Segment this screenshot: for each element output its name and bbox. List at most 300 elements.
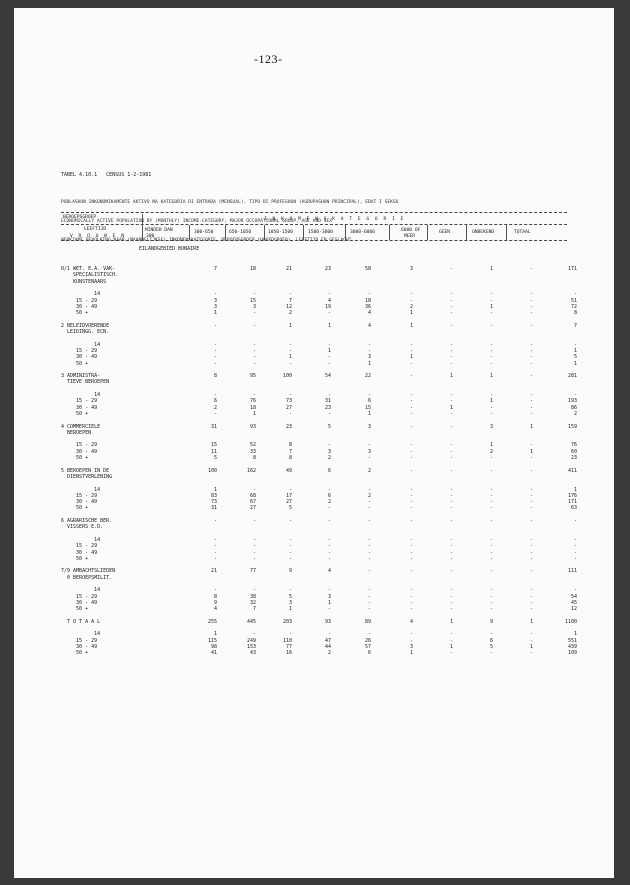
table-cell: - <box>529 442 533 449</box>
row-label: KUNSTENAARS <box>61 278 107 285</box>
table-cell: 2 <box>213 404 217 411</box>
table-cell: 162 <box>246 467 256 474</box>
column-separator <box>466 225 467 240</box>
table-cell: 31 <box>210 423 217 430</box>
table-cell: 1 <box>489 303 493 310</box>
table-cell: 111 <box>567 568 577 575</box>
column-separator <box>189 225 190 240</box>
table-cell: - <box>529 410 533 417</box>
col-header: ONBEKEND <box>472 230 495 235</box>
table-cell: - <box>449 549 453 556</box>
table-cell: 1 <box>409 322 413 329</box>
table-title: TABEL 4.10.1 CENSUS 1-2-1981 <box>61 172 152 178</box>
table-cell: - <box>529 310 533 317</box>
table-cell: - <box>449 599 453 606</box>
table-cell: - <box>367 555 371 562</box>
table-cell: 8 <box>573 310 577 317</box>
table-cell: - <box>489 392 493 398</box>
table-cell: - <box>288 486 292 493</box>
col-header: GEEN <box>439 230 451 235</box>
row-label: 30 - 49 <box>61 549 98 556</box>
table-cell: 1 <box>573 486 577 493</box>
table-cell: - <box>529 492 533 499</box>
row-label: 15 - 29 <box>61 398 98 405</box>
table-cell: - <box>409 606 413 613</box>
table-cell: - <box>449 341 453 348</box>
table-cell: 5 <box>327 423 331 430</box>
table-cell: - <box>529 549 533 556</box>
table-cell: - <box>489 587 493 594</box>
table-cell: 12 <box>285 303 292 310</box>
header-inkomenskategorie: I N K O M E N S K A T E G O R I E <box>264 217 405 222</box>
table-cell: 52 <box>249 442 256 449</box>
table-cell: 3 <box>213 303 217 310</box>
col-header: 6000 OF <box>401 228 421 233</box>
table-cell: 18 <box>249 266 256 272</box>
row-label: TIEVE BEROEPEN <box>61 379 110 386</box>
table-cell: - <box>573 392 577 398</box>
table-cell: 31 <box>210 505 217 512</box>
table-cell: - <box>449 536 453 543</box>
table-cell: - <box>213 347 217 354</box>
table-cell: 21 <box>285 266 292 272</box>
table-cell: 153 <box>246 644 256 650</box>
table-cell: - <box>449 291 453 298</box>
table-cell: - <box>252 549 256 556</box>
table-cell: - <box>327 587 331 594</box>
table-cell: - <box>367 568 371 575</box>
table-cell: 9 <box>489 618 493 625</box>
table-cell: - <box>252 536 256 543</box>
row-label: 50 + <box>61 606 89 613</box>
table-cell: - <box>367 442 371 449</box>
table-cell: - <box>409 593 413 600</box>
table-cell: - <box>449 650 453 657</box>
table-cell: 115 <box>207 637 217 644</box>
table-cell: 95 <box>249 373 256 380</box>
table-cell: 1 <box>449 373 453 380</box>
table-cell: - <box>288 549 292 556</box>
table-cell: - <box>449 442 453 449</box>
table-cell: 109 <box>567 650 577 657</box>
table-cell: - <box>529 555 533 562</box>
table-cell: 1 <box>573 360 577 367</box>
table-cell: - <box>367 549 371 556</box>
table-cell: - <box>327 549 331 556</box>
table-cell: 7 <box>573 322 577 329</box>
caption-line: ECONOMICALLY ACTIVE POPULATION BY (MONTHLY) INCOME-CATEGORY, MAJOR OCCUPATIONAL GROUP, AGE AND SEX <box>61 219 333 225</box>
table-cell: - <box>489 360 493 367</box>
table-cell: 8 <box>288 455 292 461</box>
table-cell: 6 <box>327 467 331 474</box>
table-cell: - <box>449 347 453 354</box>
row-label: 4 COMMERCIELE <box>61 423 101 430</box>
table-cell: 1 <box>489 373 493 380</box>
table-cell: - <box>489 341 493 348</box>
table-cell: 1100 <box>564 618 577 625</box>
table-cell: - <box>288 360 292 367</box>
table-cell: - <box>529 291 533 298</box>
table-cell: - <box>367 486 371 493</box>
table-cell: - <box>213 392 217 398</box>
table-cell: 1 <box>367 410 371 417</box>
row-label: 14 <box>61 341 101 348</box>
table-cell: 5 <box>489 644 493 650</box>
table-cell: - <box>252 310 256 317</box>
table-cell: 411 <box>567 467 577 474</box>
table-cell: - <box>529 650 533 657</box>
table-cell: 9 <box>288 568 292 575</box>
section-heading: EILANDGEBIED BONAIRE <box>139 246 200 252</box>
table-cell: 3 <box>367 423 371 430</box>
table-cell: - <box>573 587 577 594</box>
row-label: 15 - 29 <box>61 637 98 644</box>
table-cell: - <box>367 518 371 524</box>
table-cell: - <box>573 555 577 562</box>
table-cell: 2 <box>367 492 371 499</box>
table-cell: 73 <box>210 499 217 506</box>
table-cell: 1 <box>288 606 292 613</box>
table-cell: 15 <box>364 404 371 411</box>
table-cell: 1 <box>529 448 533 455</box>
table-cell: - <box>327 291 331 298</box>
table-cell: - <box>409 297 413 304</box>
table-cell: - <box>213 410 217 417</box>
col-header: 300-650 <box>194 230 214 235</box>
table-cell: - <box>252 555 256 562</box>
column-separator <box>389 225 390 240</box>
table-cell: - <box>449 631 453 638</box>
table-cell: 2 <box>327 455 331 461</box>
table-cell: - <box>449 360 453 367</box>
table-cell: 100 <box>282 373 292 380</box>
table-cell: - <box>367 593 371 600</box>
table-cell: - <box>327 442 331 449</box>
table-cell: - <box>327 505 331 512</box>
table-cell: - <box>367 392 371 398</box>
header-beroepsgroep: BEROEPSGROEP <box>63 215 97 220</box>
row-label: 3 ADMINISTRA- <box>61 373 101 380</box>
caption-line: POBLASHON INKONOMIKAMENTE AKTIVO NA KATEGORIA DI ENTRADA (MENSUAL), TIPO DI PROFESHON (AGRUPASHON PRINCIPAL), EDAT I SEKSO <box>61 200 399 206</box>
table-cell: - <box>529 568 533 575</box>
table-cell: 110 <box>282 637 292 644</box>
table-cell: - <box>252 347 256 354</box>
table-cell: 23 <box>285 423 292 430</box>
row-label: 30 - 49 <box>61 354 98 361</box>
table-cell: 23 <box>324 266 331 272</box>
table-cell: 6 <box>327 492 331 499</box>
table-cell: - <box>252 631 256 638</box>
table-cell: - <box>489 631 493 638</box>
col-header: 3000-6000 <box>350 230 375 235</box>
rule <box>61 240 567 241</box>
table-cell: - <box>409 549 413 556</box>
table-cell: - <box>409 543 413 550</box>
table-cell: 1 <box>409 354 413 361</box>
row-label: 7/9 AMBACHTSLIEDEN <box>61 568 116 575</box>
table-cell: - <box>529 373 533 380</box>
table-cell: - <box>409 467 413 474</box>
row-label: BEROEPEN <box>61 429 92 436</box>
table-cell: - <box>409 291 413 298</box>
row-label: 5 BEROEPEN IN DE <box>61 467 110 474</box>
col-header: 300 <box>146 234 155 239</box>
table-cell: - <box>529 347 533 354</box>
row-label: LEIDINGG. ECN. <box>61 329 110 335</box>
column-separator <box>506 225 507 240</box>
table-cell: 89 <box>364 618 371 625</box>
table-cell: 2 <box>327 499 331 506</box>
table-cell: - <box>489 593 493 600</box>
table-cell: - <box>529 392 533 398</box>
table-cell: 15 <box>210 442 217 449</box>
table-cell: 9 <box>213 599 217 606</box>
row-label: 30 - 49 <box>61 448 98 455</box>
column-separator <box>142 214 143 240</box>
table-cell: 86 <box>570 404 577 411</box>
table-cell: - <box>529 518 533 524</box>
table-cell: - <box>529 404 533 411</box>
table-cell: 45 <box>570 599 577 606</box>
table-cell: - <box>409 536 413 543</box>
table-cell: - <box>489 467 493 474</box>
table-cell: - <box>449 266 453 272</box>
table-cell: - <box>573 341 577 348</box>
col-header: MEER <box>404 234 416 239</box>
table-cell: - <box>529 599 533 606</box>
table-cell: 159 <box>567 423 577 430</box>
table-cell: 27 <box>249 505 256 512</box>
table-cell: 4 <box>409 618 413 625</box>
table-cell: - <box>327 341 331 348</box>
table-cell: - <box>449 486 453 493</box>
table-cell: - <box>489 354 493 361</box>
table-cell: 255 <box>207 618 217 625</box>
table-cell: - <box>288 347 292 354</box>
table-cell: - <box>252 543 256 550</box>
table-cell: - <box>529 536 533 543</box>
table-cell: - <box>449 448 453 455</box>
table-cell: - <box>489 606 493 613</box>
row-label: 14 <box>61 392 101 398</box>
table-cell: - <box>367 606 371 613</box>
table-cell: - <box>409 392 413 398</box>
table-cell: - <box>367 543 371 550</box>
table-cell: 1 <box>529 423 533 430</box>
table-cell: - <box>449 492 453 499</box>
table-cell: - <box>489 650 493 657</box>
table-cell: 1 <box>449 404 453 411</box>
row-label: 0/1 WET. E.A. VAK- <box>61 266 116 272</box>
table-cell: 93 <box>324 618 331 625</box>
table-cell: - <box>489 549 493 556</box>
table-cell: 3 <box>367 354 371 361</box>
column-separator <box>225 225 226 240</box>
table-cell: 1 <box>529 618 533 625</box>
table-cell: 21 <box>210 568 217 575</box>
table-cell: 3 <box>409 266 413 272</box>
table-cell: - <box>409 360 413 367</box>
table-cell: 3 <box>409 644 413 650</box>
header-leeftijd: LEEFTIJD <box>84 227 107 232</box>
table-cell: - <box>213 360 217 367</box>
table-cell: 6 <box>489 637 493 644</box>
table-cell: 3 <box>327 593 331 600</box>
row-label: 30 - 49 <box>61 644 98 650</box>
table-cell: 171 <box>567 499 577 506</box>
table-cell: - <box>489 518 493 524</box>
table-cell: 47 <box>324 637 331 644</box>
table-cell: 49 <box>285 467 292 474</box>
table-cell: 58 <box>364 266 371 272</box>
table-cell: - <box>529 606 533 613</box>
table-row <box>61 650 581 657</box>
table-cell: 8 <box>288 442 292 449</box>
table-cell: - <box>449 303 453 310</box>
table-cell: 12 <box>570 606 577 613</box>
row-label: 50 + <box>61 455 89 461</box>
table-cell: 3 <box>367 448 371 455</box>
header-vrouwen: V R O U W E N <box>70 234 126 239</box>
table-cell: - <box>449 322 453 329</box>
table-cell: - <box>529 505 533 512</box>
table-cell: 36 <box>364 303 371 310</box>
table-cell: 26 <box>364 637 371 644</box>
table-cell: - <box>367 291 371 298</box>
column-separator <box>427 225 428 240</box>
row-label: 0 BEROEPSMILIT. <box>61 574 113 581</box>
table-cell: 44 <box>324 644 331 650</box>
scanned-page <box>14 8 614 878</box>
table-cell: 281 <box>567 373 577 380</box>
table-cell: - <box>449 354 453 361</box>
table-cell: - <box>252 354 256 361</box>
column-separator <box>264 225 265 240</box>
table-cell: - <box>449 543 453 550</box>
table-cell: - <box>409 631 413 638</box>
table-cell: 38 <box>249 593 256 600</box>
table-cell: 54 <box>324 373 331 380</box>
table-cell: - <box>409 442 413 449</box>
row-label: 2 BELEIDVOERENDE <box>61 322 110 329</box>
table-cell: 6 <box>367 650 371 657</box>
table-cell: - <box>489 555 493 562</box>
table-cell: 5 <box>288 505 292 512</box>
table-cell: 1 <box>409 310 413 317</box>
table-cell: - <box>213 536 217 543</box>
table-cell: - <box>327 360 331 367</box>
table-cell: - <box>409 505 413 512</box>
table-cell: - <box>327 631 331 638</box>
col-header: 1500-3000 <box>308 230 333 235</box>
column-separator <box>345 225 346 240</box>
table-cell: 4 <box>213 606 217 613</box>
table-cell: - <box>367 536 371 543</box>
table-cell: 551 <box>567 637 577 644</box>
table-cell: 1 <box>252 410 256 417</box>
table-cell: - <box>449 568 453 575</box>
table-cell: - <box>409 347 413 354</box>
table-cell: - <box>489 310 493 317</box>
table-cell: 1 <box>489 398 493 405</box>
table-cell: - <box>529 587 533 594</box>
table-cell: - <box>213 322 217 329</box>
page-number: -123- <box>254 52 283 66</box>
table-cell: 1 <box>489 266 493 272</box>
table-cell: 100 <box>207 467 217 474</box>
table-cell: 171 <box>567 266 577 272</box>
table-cell: 4 <box>327 297 331 304</box>
row-label: 50 + <box>61 505 89 512</box>
table-cell: 1 <box>288 322 292 329</box>
table-cell: - <box>573 518 577 524</box>
row-label: 50 + <box>61 310 89 317</box>
table-cell: 4 <box>327 568 331 575</box>
rule <box>61 224 567 225</box>
row-label: 14 <box>61 536 101 543</box>
table-cell: - <box>327 486 331 493</box>
table-cell: 8 <box>213 593 217 600</box>
table-cell: - <box>529 631 533 638</box>
table-cell: 1 <box>367 360 371 367</box>
table-cell: 23 <box>324 404 331 411</box>
row-label: 15 - 29 <box>61 492 98 499</box>
table-cell: - <box>529 297 533 304</box>
table-cell: - <box>213 518 217 524</box>
table-cell: - <box>529 322 533 329</box>
table-cell: 2 <box>288 310 292 317</box>
table-cell: 17 <box>285 492 292 499</box>
table-cell: - <box>489 492 493 499</box>
table-cell: - <box>252 360 256 367</box>
table-cell: 15 <box>249 297 256 304</box>
table-cell: - <box>213 341 217 348</box>
table-cell: - <box>489 410 493 417</box>
table-cell: - <box>449 499 453 506</box>
table-cell: 77 <box>285 644 292 650</box>
table-cell: - <box>288 392 292 398</box>
table-cell: - <box>449 398 453 405</box>
table-cell: - <box>252 587 256 594</box>
table-cell: - <box>489 322 493 329</box>
table-cell: - <box>573 291 577 298</box>
row-label: 15 - 29 <box>61 543 98 550</box>
table-cell: - <box>327 606 331 613</box>
table-cell: 1 <box>213 310 217 317</box>
table-cell: - <box>288 518 292 524</box>
table-cell: 57 <box>364 644 371 650</box>
row-label: 14 <box>61 631 101 638</box>
table-cell: 7 <box>288 448 292 455</box>
table-cell: - <box>489 568 493 575</box>
table-cell: - <box>367 499 371 506</box>
table-cell: - <box>409 423 413 430</box>
table-cell: - <box>367 599 371 606</box>
table-cell: - <box>489 297 493 304</box>
row-label: 30 - 49 <box>61 599 98 606</box>
table-cell: - <box>489 599 493 606</box>
table-cell: - <box>409 448 413 455</box>
table-cell: - <box>409 637 413 644</box>
table-cell: 1 <box>573 631 577 638</box>
table-cell: - <box>252 486 256 493</box>
table-cell: 93 <box>249 423 256 430</box>
table-cell: - <box>529 543 533 550</box>
table-cell: 5 <box>573 354 577 361</box>
table-cell: - <box>252 291 256 298</box>
table-cell: - <box>529 593 533 600</box>
table-cell: 2 <box>367 467 371 474</box>
